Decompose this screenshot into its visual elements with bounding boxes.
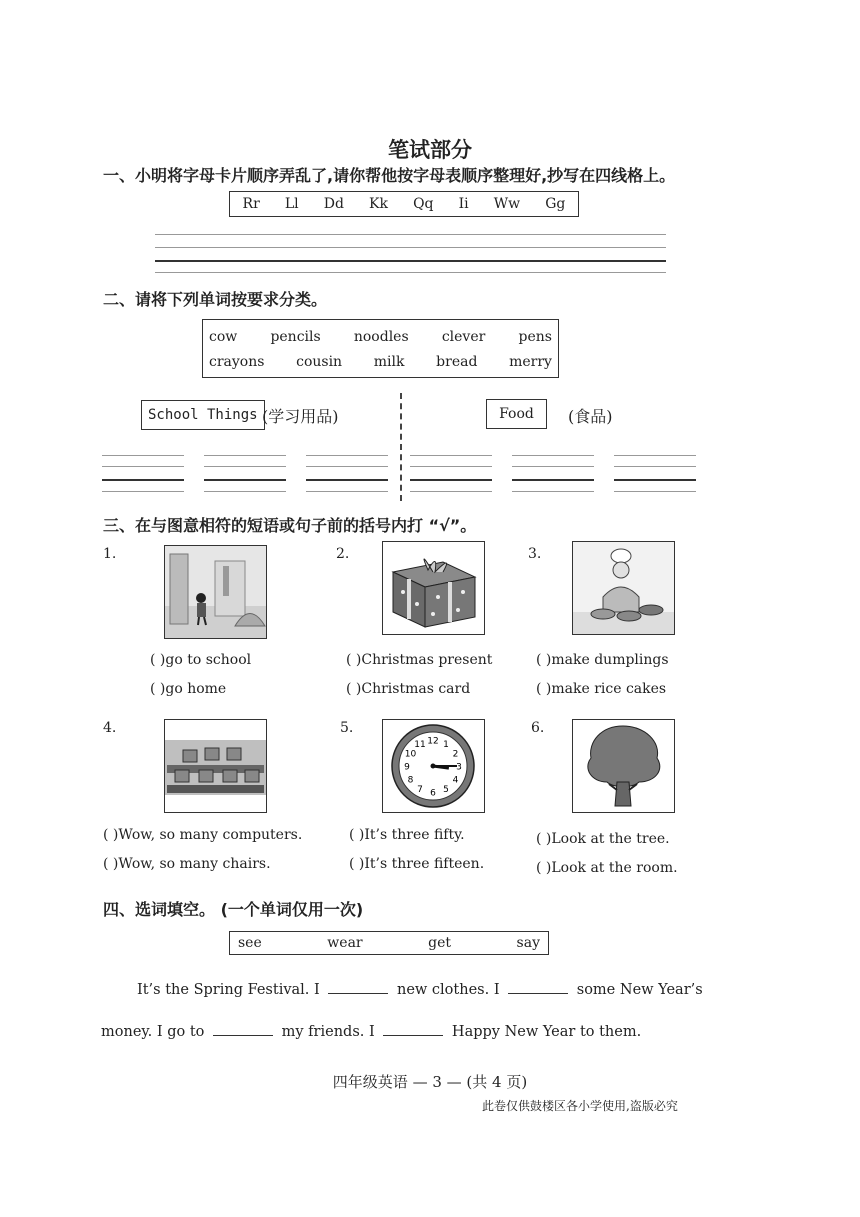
- clock-number: 7: [417, 785, 423, 796]
- blank-4[interactable]: [383, 1023, 443, 1036]
- section-3-heading: 三、在与图意相符的短语或句子前的括号内打 “√”。: [103, 516, 477, 535]
- clock-number: 4: [452, 775, 459, 786]
- answer-lines[interactable]: [512, 455, 594, 495]
- word-item: milk: [373, 354, 405, 370]
- word-item: pens: [518, 329, 552, 345]
- clock-number: 12: [427, 736, 439, 747]
- option-text[interactable]: ( )Look at the tree.: [536, 831, 670, 847]
- word-item: bread: [436, 354, 478, 370]
- word-item: merry: [509, 354, 552, 370]
- answer-lines[interactable]: [306, 455, 388, 495]
- clock-number: 2: [452, 749, 459, 760]
- sentence-text: Happy New Year to them.: [451, 1024, 642, 1040]
- section-4-heading: 四、选词填空。 (一个单词仅用一次): [103, 900, 364, 919]
- word-item: crayons: [209, 354, 265, 370]
- answer-lines[interactable]: [102, 455, 184, 495]
- clock-number: 10: [404, 749, 417, 760]
- word-item: see: [238, 935, 262, 951]
- word-bank-box: [202, 319, 559, 378]
- option-text[interactable]: ( )make rice cakes: [536, 681, 667, 697]
- option-text[interactable]: ( )Wow, so many chairs.: [103, 856, 271, 872]
- word-item: clever: [441, 329, 486, 345]
- option-text[interactable]: ( )make dumplings: [536, 652, 669, 668]
- blank-3[interactable]: [213, 1023, 273, 1036]
- option-text[interactable]: ( )go home: [150, 681, 227, 697]
- letter-cards-box: [229, 191, 579, 217]
- clock-number: 3: [456, 762, 462, 773]
- category-divider: [400, 393, 402, 501]
- answer-lines[interactable]: [614, 455, 696, 495]
- category-school-things-label: (学习用品): [262, 407, 339, 426]
- sentence-text: my friends. I: [281, 1024, 375, 1040]
- letter-card: Rr: [242, 196, 260, 212]
- answer-lines[interactable]: [204, 455, 286, 495]
- sentence-text: some New Year’s: [576, 982, 703, 998]
- answer-lines[interactable]: [410, 455, 492, 495]
- copyright-note: 此卷仅供鼓楼区各小学使用,盗版必究: [482, 1099, 678, 1113]
- option-text[interactable]: ( )Christmas present: [346, 652, 493, 668]
- option-text[interactable]: ( )Wow, so many computers.: [103, 827, 303, 843]
- blank-2[interactable]: [508, 981, 568, 994]
- option-text[interactable]: ( )It’s three fifty.: [349, 827, 465, 843]
- word-item: pencils: [270, 329, 321, 345]
- section-1-heading: 一、小明将字母卡片顺序弄乱了,请你帮他按字母表顺序整理好,抄写在四线格上。: [103, 166, 676, 185]
- section-2-heading: 二、请将下列单词按要求分类。: [103, 290, 328, 309]
- item-number: 1.: [103, 546, 117, 562]
- picture-gift-box: [382, 541, 485, 635]
- option-text[interactable]: ( )It’s three fifteen.: [349, 856, 485, 872]
- fill-paragraph-line-2: [101, 1023, 641, 1040]
- letter-card: Ii: [458, 196, 469, 212]
- picture-girl-school: [164, 545, 267, 639]
- category-school-things-box: School Things: [141, 400, 265, 430]
- picture-computer-lab: [164, 719, 267, 813]
- word-item: cousin: [296, 354, 343, 370]
- word-item: get: [428, 935, 452, 951]
- option-text[interactable]: ( )go to school: [150, 652, 252, 668]
- picture-tree: [572, 719, 675, 813]
- option-text[interactable]: ( )Look at the room.: [536, 860, 678, 876]
- sentence-text: It’s the Spring Festival. I: [137, 982, 320, 998]
- letter-card: Ll: [284, 196, 299, 212]
- option-text[interactable]: ( )Christmas card: [346, 681, 471, 697]
- word-item: cow: [209, 329, 238, 345]
- letter-card: Kk: [369, 196, 388, 212]
- word-item: noodles: [353, 329, 409, 345]
- blank-1[interactable]: [328, 981, 388, 994]
- item-number: 6.: [531, 720, 545, 736]
- item-number: 4.: [103, 720, 117, 736]
- letter-card: Dd: [323, 196, 344, 212]
- clock-number: 11: [414, 739, 426, 750]
- page-footer: 四年级英语 — 3 — (共 4 页): [332, 1073, 528, 1091]
- category-food-label: (食品): [568, 407, 613, 426]
- word-item: wear: [327, 935, 363, 951]
- item-number: 5.: [340, 720, 354, 736]
- clock-number: 9: [404, 762, 410, 773]
- letter-card: Ww: [493, 196, 521, 212]
- sentence-text: money. I go to: [101, 1024, 205, 1040]
- item-number: 2.: [336, 546, 350, 562]
- word-item: say: [516, 935, 540, 951]
- page-title: 笔试部分: [388, 138, 472, 162]
- sentence-text: new clothes. I: [396, 982, 500, 998]
- clock-number: 5: [443, 785, 449, 796]
- four-line-grid[interactable]: [155, 234, 666, 274]
- picture-chef-cakes: [572, 541, 675, 635]
- fill-paragraph-line-1: [137, 981, 703, 998]
- clock-number: 8: [407, 775, 414, 786]
- item-number: 3.: [528, 546, 542, 562]
- clock-number: 1: [443, 739, 449, 750]
- picture-wall-clock: [382, 719, 485, 813]
- letter-card: Qq: [413, 196, 434, 212]
- fill-word-bank: [229, 931, 549, 955]
- category-food-box: Food: [486, 399, 547, 429]
- letter-card: Gg: [545, 196, 566, 212]
- clock-number: 6: [430, 788, 436, 799]
